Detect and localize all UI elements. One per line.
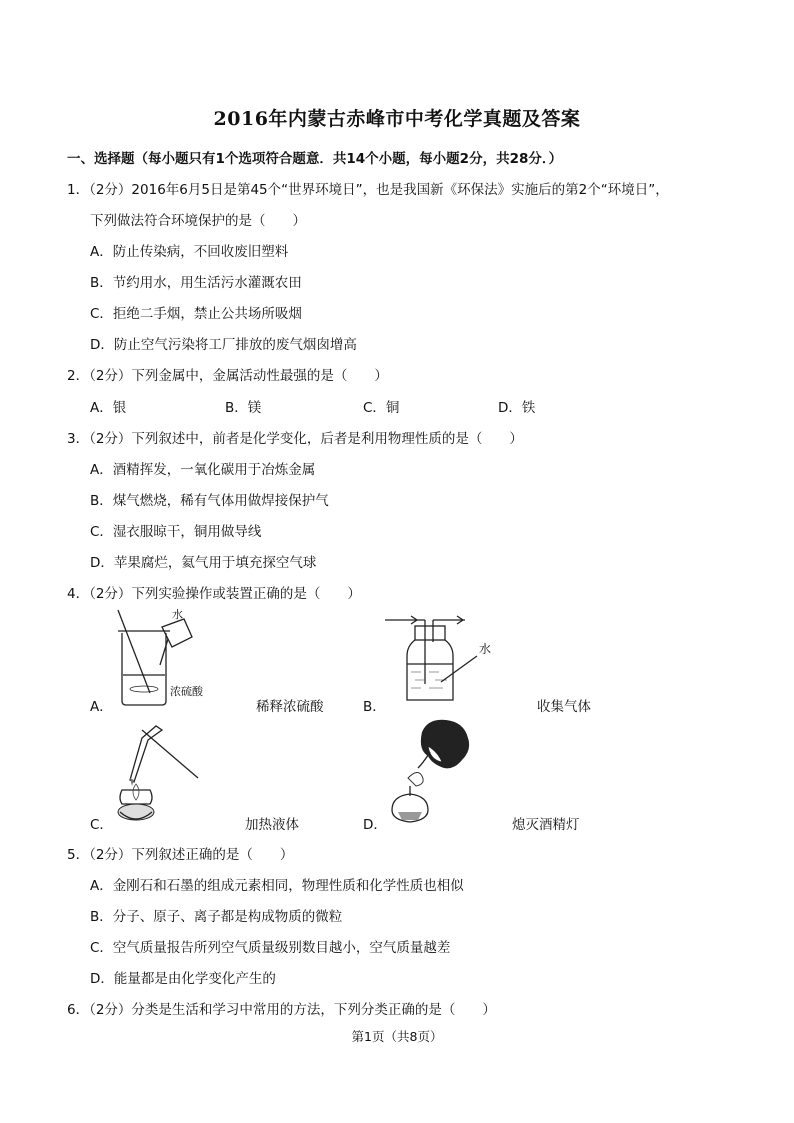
- q1-option-a: A．防止传染病，不回收废旧塑料: [90, 244, 289, 260]
- q3-stem: 3．（2分）下列叙述中，前者是化学变化，后者是利用物理性质的是（ ）: [67, 431, 523, 447]
- alcohol-lamp-figure: [388, 716, 478, 828]
- q2-option-b: B．镁: [225, 400, 262, 416]
- label-concentrated-acid: 浓硫酸: [170, 685, 203, 698]
- q6-stem: 6．（2分）分类是生活和学习中常用的方法，下列分类正确的是（ ）: [67, 1002, 496, 1018]
- q3-option-d: D．苹果腐烂，氦气用于填充探空气球: [90, 555, 317, 571]
- q2-option-d: D．铁: [498, 400, 536, 416]
- q2-option-a: A．银: [90, 400, 127, 416]
- q4-option-b-caption: 收集气体: [537, 699, 591, 715]
- q4-option-a-caption: 稀释浓硫酸: [256, 699, 324, 715]
- q2-stem: 2．（2分）下列金属中，金属活动性最强的是（ ）: [67, 368, 388, 384]
- q1-stem: 1．（2分）2016年6月5日是第45个“世界环境日”，也是我国新《环保法》实施后的第2个“环境日”，: [67, 182, 669, 198]
- q4-option-c-letter: C．: [90, 817, 113, 833]
- q1-option-d: D．防止空气污染将工厂排放的废气烟囱增高: [90, 337, 357, 353]
- q4-option-b-letter: B．: [363, 699, 386, 715]
- section-heading: 一、选择题（每小题只有1个选项符合题意．共14个小题，每小题2分，共28分．）: [67, 151, 563, 167]
- page-footer: 第1页（共8页）: [351, 1029, 443, 1044]
- label-water-b: 水: [479, 642, 492, 656]
- q2-option-c: C．铜: [363, 400, 400, 416]
- q5-stem: 5．（2分）下列叙述正确的是（ ）: [67, 847, 294, 863]
- q4-option-c-caption: 加热液体: [245, 817, 299, 833]
- q1-option-b: B．节约用水，用生活污水灌溉农田: [90, 275, 302, 291]
- q1-stem-line2: 下列做法符合环境保护的是（ ）: [90, 213, 306, 229]
- page-title: 2016年内蒙古赤峰市中考化学真题及答案: [213, 108, 581, 130]
- gas-bottle-figure: [385, 612, 505, 712]
- heating-tube-figure: [112, 718, 202, 828]
- q1-option-c: C．拒绝二手烟，禁止公共场所吸烟: [90, 306, 302, 322]
- q3-option-a: A．酒精挥发，一氧化碳用于冶炼金属: [90, 462, 316, 478]
- q3-option-b: B．煤气燃烧，稀有气体用做焊接保护气: [90, 493, 329, 509]
- q4-option-d-caption: 熄灭酒精灯: [512, 817, 580, 833]
- q3-option-c: C．湿衣服晾干，铜用做导线: [90, 524, 262, 540]
- q5-option-d: D．能量都是由化学变化产生的: [90, 971, 276, 987]
- q4-option-d-letter: D．: [363, 817, 387, 833]
- q4-option-a-letter: A．: [90, 699, 113, 715]
- q5-option-a: A．金刚石和石墨的组成元素相同，物理性质和化学性质也相似: [90, 878, 464, 894]
- label-water-a: 水: [172, 608, 183, 621]
- q5-option-c: C．空气质量报告所列空气质量级别数目越小，空气质量越差: [90, 940, 451, 956]
- q4-stem: 4．（2分）下列实验操作或装置正确的是（ ）: [67, 586, 361, 602]
- q5-option-b: B．分子、原子、离子都是构成物质的微粒: [90, 909, 343, 925]
